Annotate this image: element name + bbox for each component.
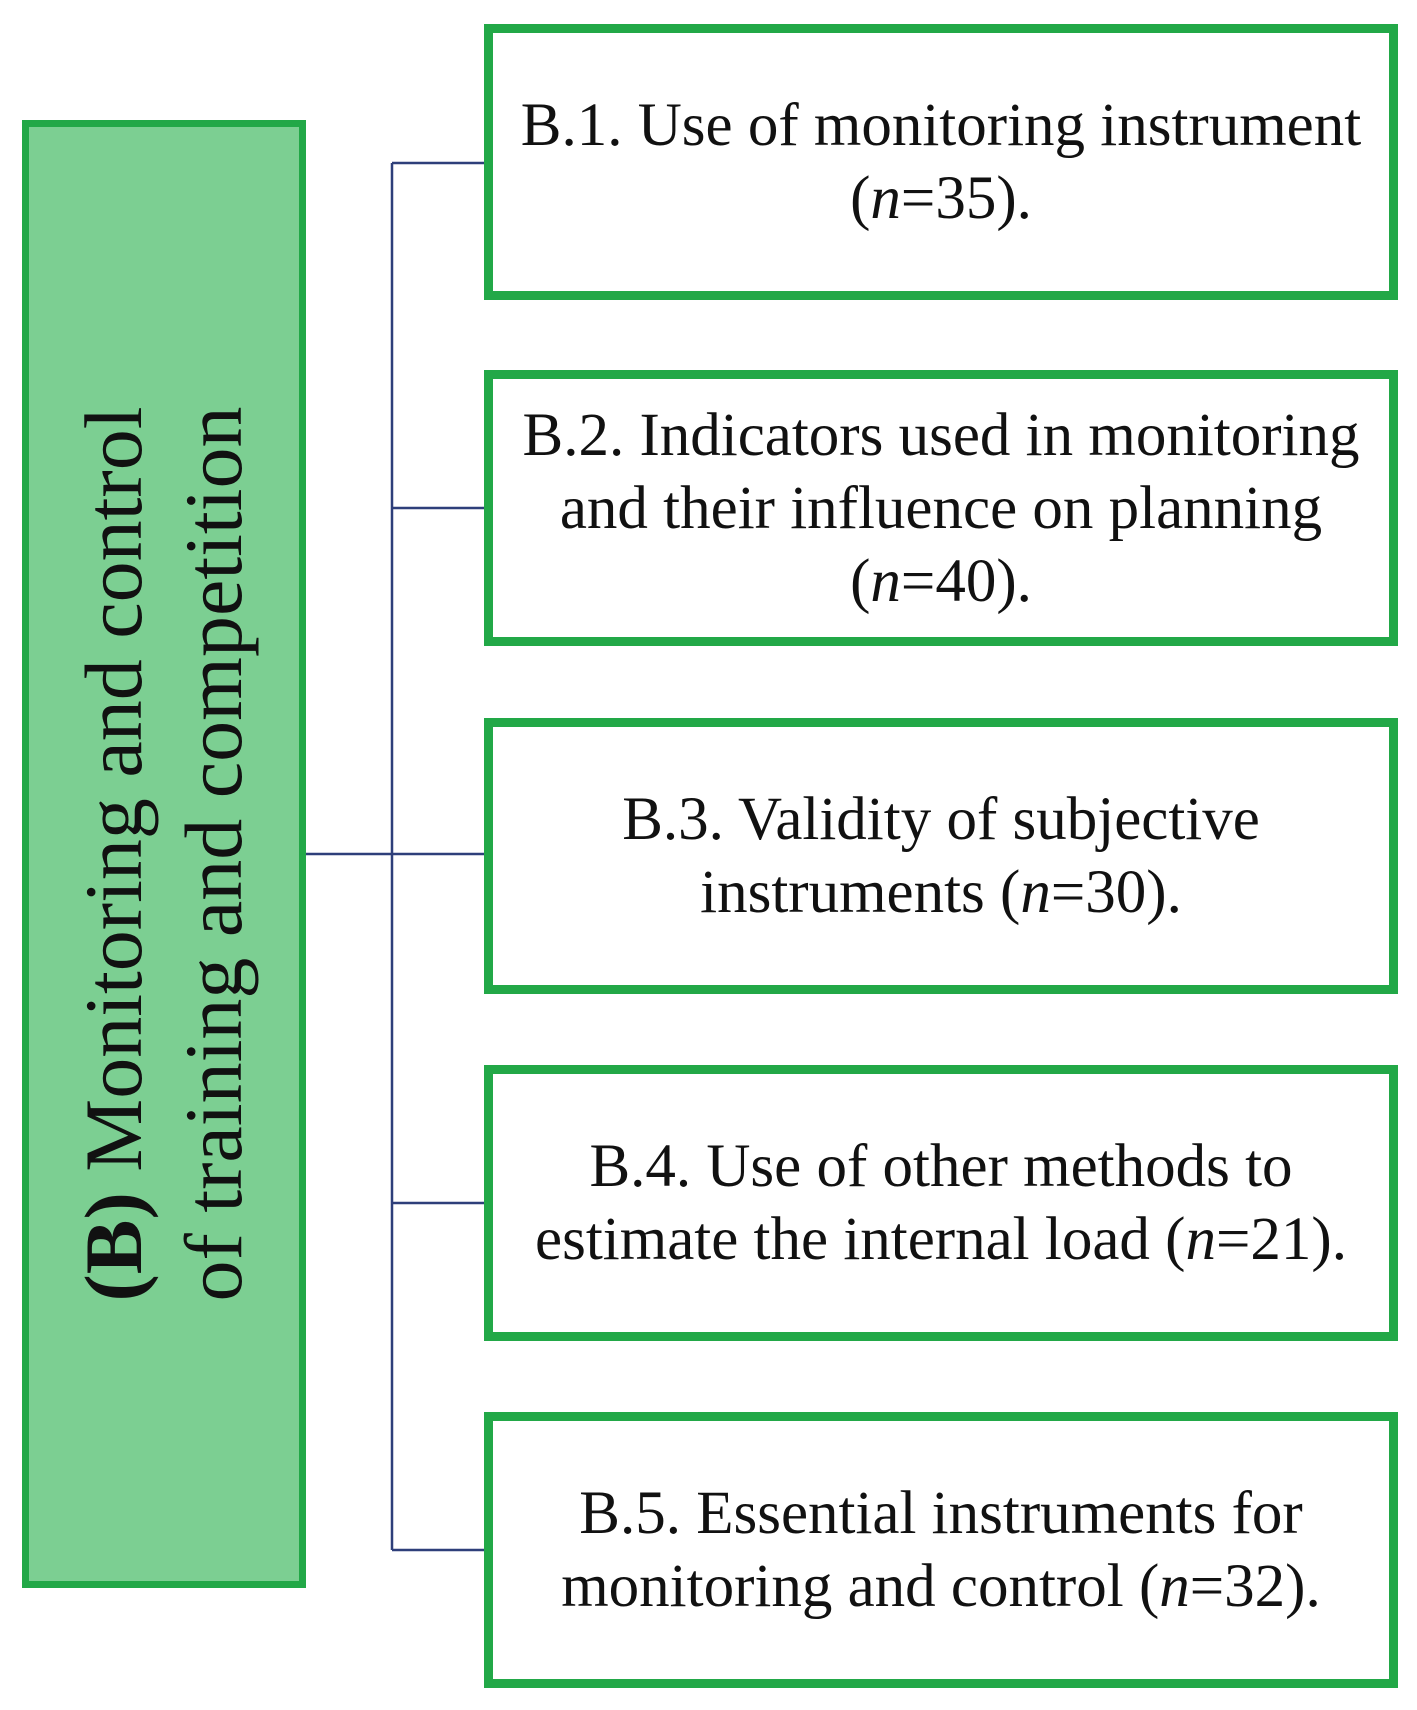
subcategory-box-b1 xyxy=(484,24,1398,300)
subcategory-box-b3 xyxy=(484,718,1398,994)
main-category-title-line1: Monitoring and control xyxy=(68,406,159,1172)
subcategory-code: B.5. xyxy=(579,1480,681,1547)
subcategory-suffix: ). xyxy=(1311,1206,1347,1273)
n-symbol: n xyxy=(1185,1206,1216,1273)
subcategory-description: Validity of subjective instruments ( xyxy=(700,786,1260,926)
subcategory-text-b1 xyxy=(503,89,1379,235)
main-category-prefix: (B) xyxy=(68,1192,159,1302)
subcategory-box-b4 xyxy=(484,1065,1398,1341)
subcategory-box-b2 xyxy=(484,370,1398,646)
subcategory-description: Essential instruments for monitoring and control ( xyxy=(561,1480,1303,1620)
n-symbol: n xyxy=(1159,1553,1190,1620)
subcategory-suffix: ). xyxy=(996,547,1032,615)
subcategory-description: Use of monitoring instrument ( xyxy=(637,92,1362,232)
subcategory-code: B.1. xyxy=(520,92,623,159)
n-value: =40 xyxy=(900,547,997,615)
n-value: =21 xyxy=(1215,1206,1312,1273)
subcategory-text-b4 xyxy=(503,1130,1379,1276)
subcategory-code: B.4. xyxy=(589,1133,692,1200)
n-value: =30 xyxy=(1050,859,1147,926)
subcategory-text-b2 xyxy=(503,399,1379,618)
subcategory-code: B.3. xyxy=(622,786,724,853)
subcategory-suffix: ). xyxy=(1285,1553,1321,1620)
subcategory-description: Indicators used in monitoring and their influence on planning ( xyxy=(559,401,1360,615)
n-symbol: n xyxy=(870,547,901,615)
n-value: =35 xyxy=(900,165,997,232)
n-symbol: n xyxy=(1020,859,1051,926)
n-value: =32 xyxy=(1189,1553,1286,1620)
subcategory-text-b3 xyxy=(503,783,1379,929)
subcategory-code: B.2. xyxy=(522,401,625,469)
subcategory-description: Use of other methods to estimate the internal load ( xyxy=(535,1133,1293,1273)
main-category-title-line2: of training and competition xyxy=(168,406,259,1302)
subcategory-box-b5 xyxy=(484,1412,1398,1688)
subcategory-suffix: ). xyxy=(1146,859,1182,926)
n-symbol: n xyxy=(870,165,901,232)
subcategory-suffix: ). xyxy=(996,165,1032,232)
subcategory-text-b5 xyxy=(503,1477,1379,1623)
